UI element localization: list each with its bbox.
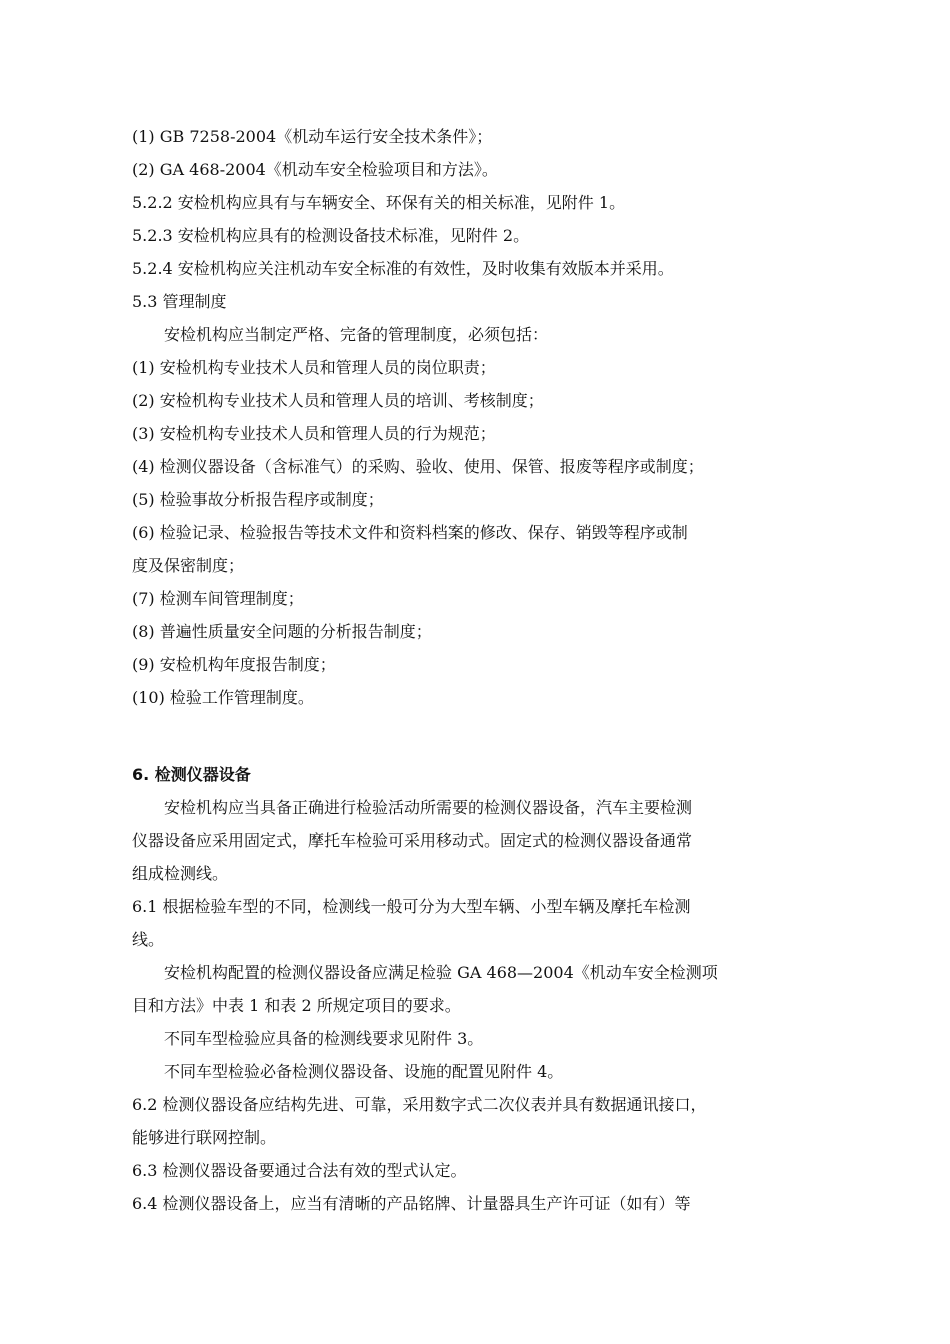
paragraph-annex-4: 不同车型检验必备检测仪器设备、设施的配置见附件 4。 [164, 1062, 564, 1081]
clause-5-2-3: 5.2.3 安检机构应具有的检测设备技术标准，见附件 2。 [132, 226, 530, 245]
rule-item-1: (1) 安检机构专业技术人员和管理人员的岗位职责； [132, 358, 496, 377]
section-6-intro-line-2: 仪器设备应采用固定式，摩托车检验可采用移动式。固定式的检测仪器设备通常 [132, 831, 693, 850]
rule-item-4: (4) 检测仪器设备（含标准气）的采购、验收、使用、保管、报废等程序或制度； [132, 457, 704, 476]
clause-6-2-line-1: 6.2 检测仪器设备应结构先进、可靠，采用数字式二次仪表并具有数据通讯接口， [132, 1095, 707, 1114]
paragraph-requirements-line-1: 安检机构配置的检测仪器设备应满足检验 GA 468—2004《机动车安全检测项 [164, 963, 718, 982]
rule-item-10: (10) 检验工作管理制度。 [132, 688, 314, 707]
rule-item-7: (7) 检测车间管理制度； [132, 589, 304, 608]
rule-item-8: (8) 普遍性质量安全问题的分析报告制度； [132, 622, 432, 641]
clause-6-3: 6.3 检测仪器设备要通过合法有效的型式认定。 [132, 1161, 467, 1180]
clause-5-2-4: 5.2.4 安检机构应关注机动车安全标准的有效性，及时收集有效版本并采用。 [132, 259, 674, 278]
section-6-intro-line-1: 安检机构应当具备正确进行检验活动所需要的检测仪器设备，汽车主要检测 [164, 798, 693, 817]
rule-item-6-line-1: (6) 检验记录、检验报告等技术文件和资料档案的修改、保存、销毁等程序或制 [132, 523, 688, 542]
section-6-heading: 6. 检测仪器设备 [132, 765, 251, 784]
standard-item-1: (1) GB 7258-2004《机动车运行安全技术条件》； [132, 127, 493, 146]
clause-6-1-line-2: 线。 [132, 930, 165, 949]
clause-5-3-title: 5.3 管理制度 [132, 292, 227, 311]
rule-item-3: (3) 安检机构专业技术人员和管理人员的行为规范； [132, 424, 496, 443]
clause-5-2-2: 5.2.2 安检机构应具有与车辆安全、环保有关的相关标准，见附件 1。 [132, 193, 626, 212]
clause-6-2-line-2: 能够进行联网控制。 [132, 1128, 277, 1147]
paragraph-requirements-line-2: 目和方法》中表 1 和表 2 所规定项目的要求。 [132, 996, 461, 1015]
rule-item-5: (5) 检验事故分析报告程序或制度； [132, 490, 384, 509]
standard-item-2: (2) GA 468-2004《机动车安全检验项目和方法》。 [132, 160, 498, 179]
section-6-intro-line-3: 组成检测线。 [132, 864, 229, 883]
rule-item-2: (2) 安检机构专业技术人员和管理人员的培训、考核制度； [132, 391, 544, 410]
paragraph-annex-3: 不同车型检验应具备的检测线要求见附件 3。 [164, 1029, 484, 1048]
rule-item-6-line-2: 度及保密制度； [132, 556, 245, 575]
clause-5-3-intro: 安检机构应当制定严格、完备的管理制度，必须包括： [164, 325, 549, 344]
rule-item-9: (9) 安检机构年度报告制度； [132, 655, 336, 674]
clause-6-1-line-1: 6.1 根据检验车型的不同，检测线一般可分为大型车辆、小型车辆及摩托车检测 [132, 897, 691, 916]
clause-6-4: 6.4 检测仪器设备上，应当有清晰的产品铭牌、计量器具生产许可证（如有）等 [132, 1194, 691, 1213]
